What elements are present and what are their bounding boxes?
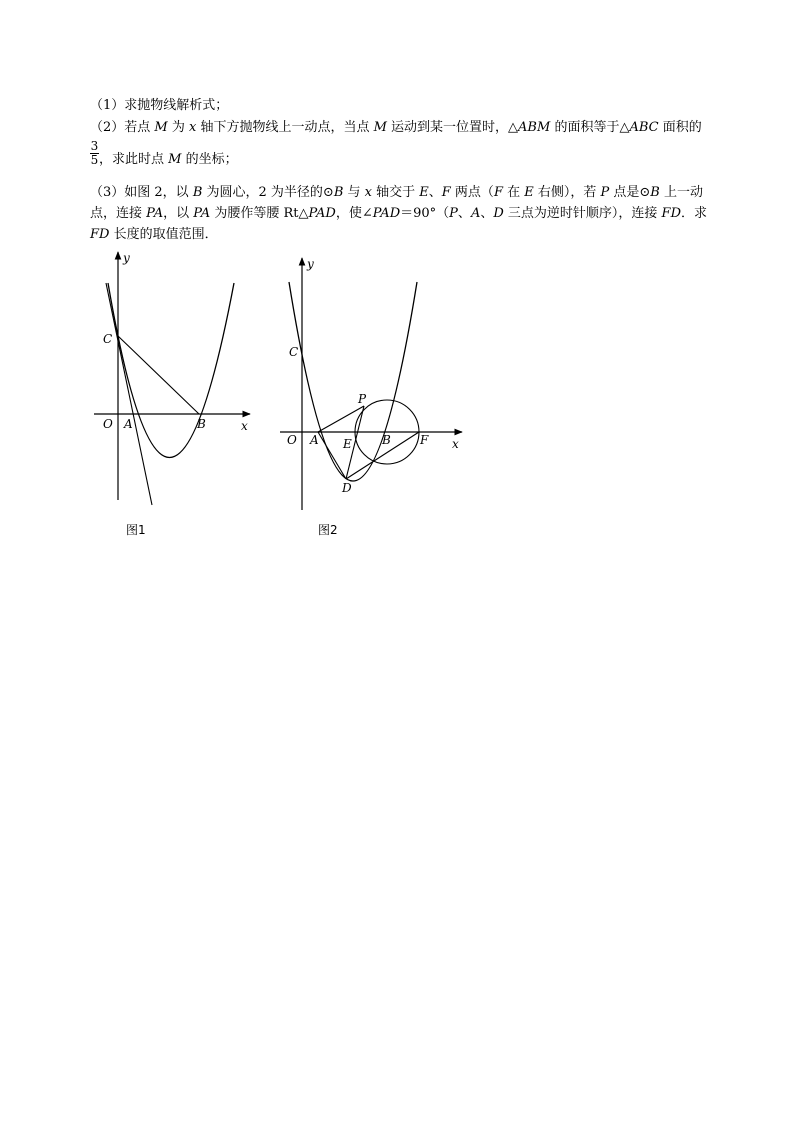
text-run: 两点（ xyxy=(450,185,494,200)
fig2-segment-ap xyxy=(318,406,364,432)
fig1-label-a: A xyxy=(124,417,133,431)
fig1-parabola xyxy=(108,283,234,458)
text-run: PAD xyxy=(308,206,336,221)
figure-1 xyxy=(94,251,250,505)
text-run: E xyxy=(524,185,534,200)
text-run: ．求 xyxy=(681,206,708,221)
text-run: 的面积等于△ xyxy=(550,120,630,135)
text-run: 为腰作等腰 Rt△ xyxy=(210,206,309,221)
text-run: P xyxy=(600,185,610,200)
text-run: （3）如图 2，以 xyxy=(90,185,193,200)
fig2-segment-ad xyxy=(318,432,346,479)
text-run: M xyxy=(168,152,182,167)
text-run: 点，连接 xyxy=(90,206,147,221)
text-run: 三点为逆时针顺序），连接 xyxy=(503,206,662,221)
text-run: ＝90°（ xyxy=(400,206,450,221)
text-run: M xyxy=(154,120,168,135)
text-run: （2）若点 xyxy=(90,120,155,135)
text-run: ABC xyxy=(629,120,659,135)
text-run: 为 xyxy=(167,120,189,135)
text-run: 轴交于 xyxy=(371,185,420,200)
fig2-label-f: F xyxy=(420,433,429,447)
text-run: ，以 xyxy=(163,206,194,221)
text-run: 为圆心，2 为半径的⊙ xyxy=(202,185,334,200)
fig2-label-o: O xyxy=(287,433,297,447)
fig1-label-x: x xyxy=(241,419,248,433)
text-run: （1）求抛物线解析式； xyxy=(90,98,229,113)
text-run: D xyxy=(493,206,504,221)
fig2-label-y: y xyxy=(307,257,314,271)
text-run: B xyxy=(333,185,344,200)
text-run: 、 xyxy=(457,206,471,221)
text-run: 的坐标； xyxy=(181,152,238,167)
text-run: 运动到某一位置时，△ xyxy=(386,120,519,135)
fig1-label-y: y xyxy=(123,251,130,265)
fig2-label-a: A xyxy=(310,433,319,447)
text-run: ，使∠ xyxy=(335,206,373,221)
text-run: 面积的 xyxy=(658,120,702,135)
text-run: 与 xyxy=(343,185,365,200)
text-run: P xyxy=(449,206,458,221)
text-run: 轴下方抛物线上一动点，当点 xyxy=(196,120,374,135)
text-run: 点是⊙ xyxy=(609,185,651,200)
text-run: x xyxy=(188,120,197,135)
figure-1-caption: 图1 xyxy=(126,523,146,537)
text-run: PA xyxy=(146,206,164,221)
text-run: 上一动 xyxy=(659,185,703,200)
fig1-line-bc xyxy=(118,336,199,414)
text-run: M xyxy=(373,120,387,135)
figure-2 xyxy=(280,257,462,510)
fraction-numerator: 3 xyxy=(90,139,99,153)
text-run: E xyxy=(419,185,429,200)
text-run: ，求此时点 xyxy=(99,152,169,167)
text-run: F xyxy=(441,185,451,200)
text-run: FD xyxy=(661,206,681,221)
text-run: FD xyxy=(90,227,110,242)
text-run: B xyxy=(192,185,203,200)
fig2-label-x: x xyxy=(452,437,459,451)
figure-2-caption: 图2 xyxy=(318,523,338,537)
text-run: B xyxy=(650,185,660,200)
fig2-label-b: B xyxy=(382,433,391,447)
fig2-label-e: E xyxy=(343,437,352,451)
fig1-label-c: C xyxy=(103,332,113,346)
text-run: 、 xyxy=(480,206,494,221)
fig1-label-o: O xyxy=(103,417,113,431)
text-run: 、 xyxy=(428,185,442,200)
fig2-label-p: P xyxy=(358,392,367,406)
fig1-line-tangent xyxy=(106,283,152,505)
text-run: F xyxy=(493,185,503,200)
fig2-label-d: D xyxy=(342,481,352,495)
text-run: 右侧），若 xyxy=(533,185,601,200)
text-run: PA xyxy=(193,206,211,221)
fraction-denominator: 5 xyxy=(90,153,99,167)
text-run: 在 xyxy=(502,185,525,200)
fig1-label-b: B xyxy=(197,417,206,431)
text-run: ABM xyxy=(518,120,551,135)
fig2-label-c: C xyxy=(289,345,299,359)
text-run: 长度的取值范围． xyxy=(109,227,218,242)
text-run: x xyxy=(364,185,372,200)
text-run: A xyxy=(470,206,481,221)
text-run: PAD xyxy=(372,206,401,221)
